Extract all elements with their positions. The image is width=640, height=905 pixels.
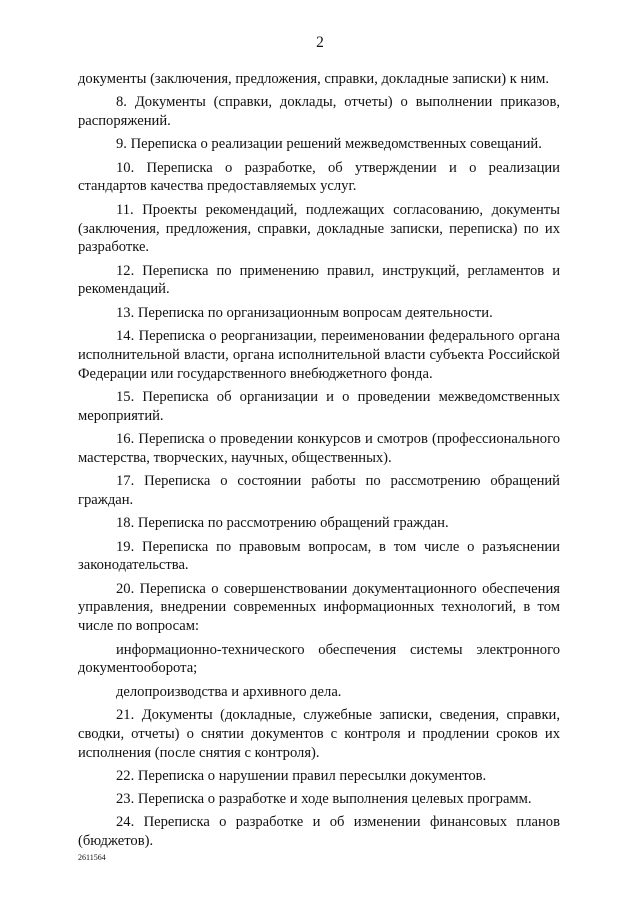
paragraph-item-24: 24. Переписка о разработке и об изменении финансовых планов (бюджетов). [78, 814, 560, 850]
paragraph-item-21: 21. Документы (докладные, служебные записки, сведения, справки, сводки, отчеты) о снятии документов с контроля и продлении сроков их исполнения (после снятия с контроля). [78, 706, 560, 761]
document-body [78, 70, 560, 855]
paragraph-item-19: 19. Переписка по правовым вопросам, в том числе о разъяснении законодательства. [78, 538, 560, 574]
paragraph-item-10: 10. Переписка о разработке, об утверждении и о реализации стандартов качества предоставляемых услуг. [78, 159, 560, 195]
paragraph-item-8: 8. Документы (справки, доклады, отчеты) о выполнении приказов, распоряжений. [78, 94, 560, 130]
paragraph-item-20: 20. Переписка о совершенствовании документационного обеспечения управления, внедрении современных информационных технологий, в том числе по вопросам: [78, 580, 560, 635]
paragraph-item-15: 15. Переписка об организации и о проведении межведомственных мероприятий. [78, 388, 560, 424]
paragraph-item-9: 9. Переписка о реализации решений межведомственных совещаний. [116, 136, 542, 153]
paragraph-item-22: 22. Переписка о нарушении правил пересылки документов. [116, 767, 487, 784]
page-number: 2 [316, 34, 324, 51]
paragraph-item-14: 14. Переписка о реорганизации, переименовании федерального органа исполнительной власти, органа исполнительной власти субъекта Российской Федерации или государственного внебюджетного фонда. [78, 328, 560, 382]
paragraph-item-11: 11. Проекты рекомендаций, подлежащих согласованию, документы (заключения, предложения, справки, докладные записки, переписка) по их разработке. [78, 201, 560, 256]
paragraph-subitem-20-a: информационно-технического обеспечения системы электронного документооборота; [78, 641, 560, 677]
paragraph-subitem-20-b: делопроизводства и архивного дела. [116, 683, 342, 700]
footer-document-code: 2611564 [78, 853, 106, 862]
paragraph-continuation: документы (заключения, предложения, справки, докладные записки) к ним. [78, 71, 550, 87]
paragraph-item-18: 18. Переписка по рассмотрению обращений граждан. [116, 515, 449, 532]
paragraph-item-17: 17. Переписка о состоянии работы по рассмотрению обращений граждан. [78, 473, 560, 508]
paragraph-item-23: 23. Переписка о разработке и ходе выполнения целевых программ. [116, 791, 532, 808]
paragraph-item-16: 16. Переписка о проведении конкурсов и смотров (профессионального мастерства, творческих, научных, общественных). [78, 431, 560, 466]
paragraph-item-12: 12. Переписка по применению правил, инструкций, регламентов и рекомендаций. [78, 262, 560, 298]
paragraph-item-13: 13. Переписка по организационным вопросам деятельности. [116, 304, 493, 321]
